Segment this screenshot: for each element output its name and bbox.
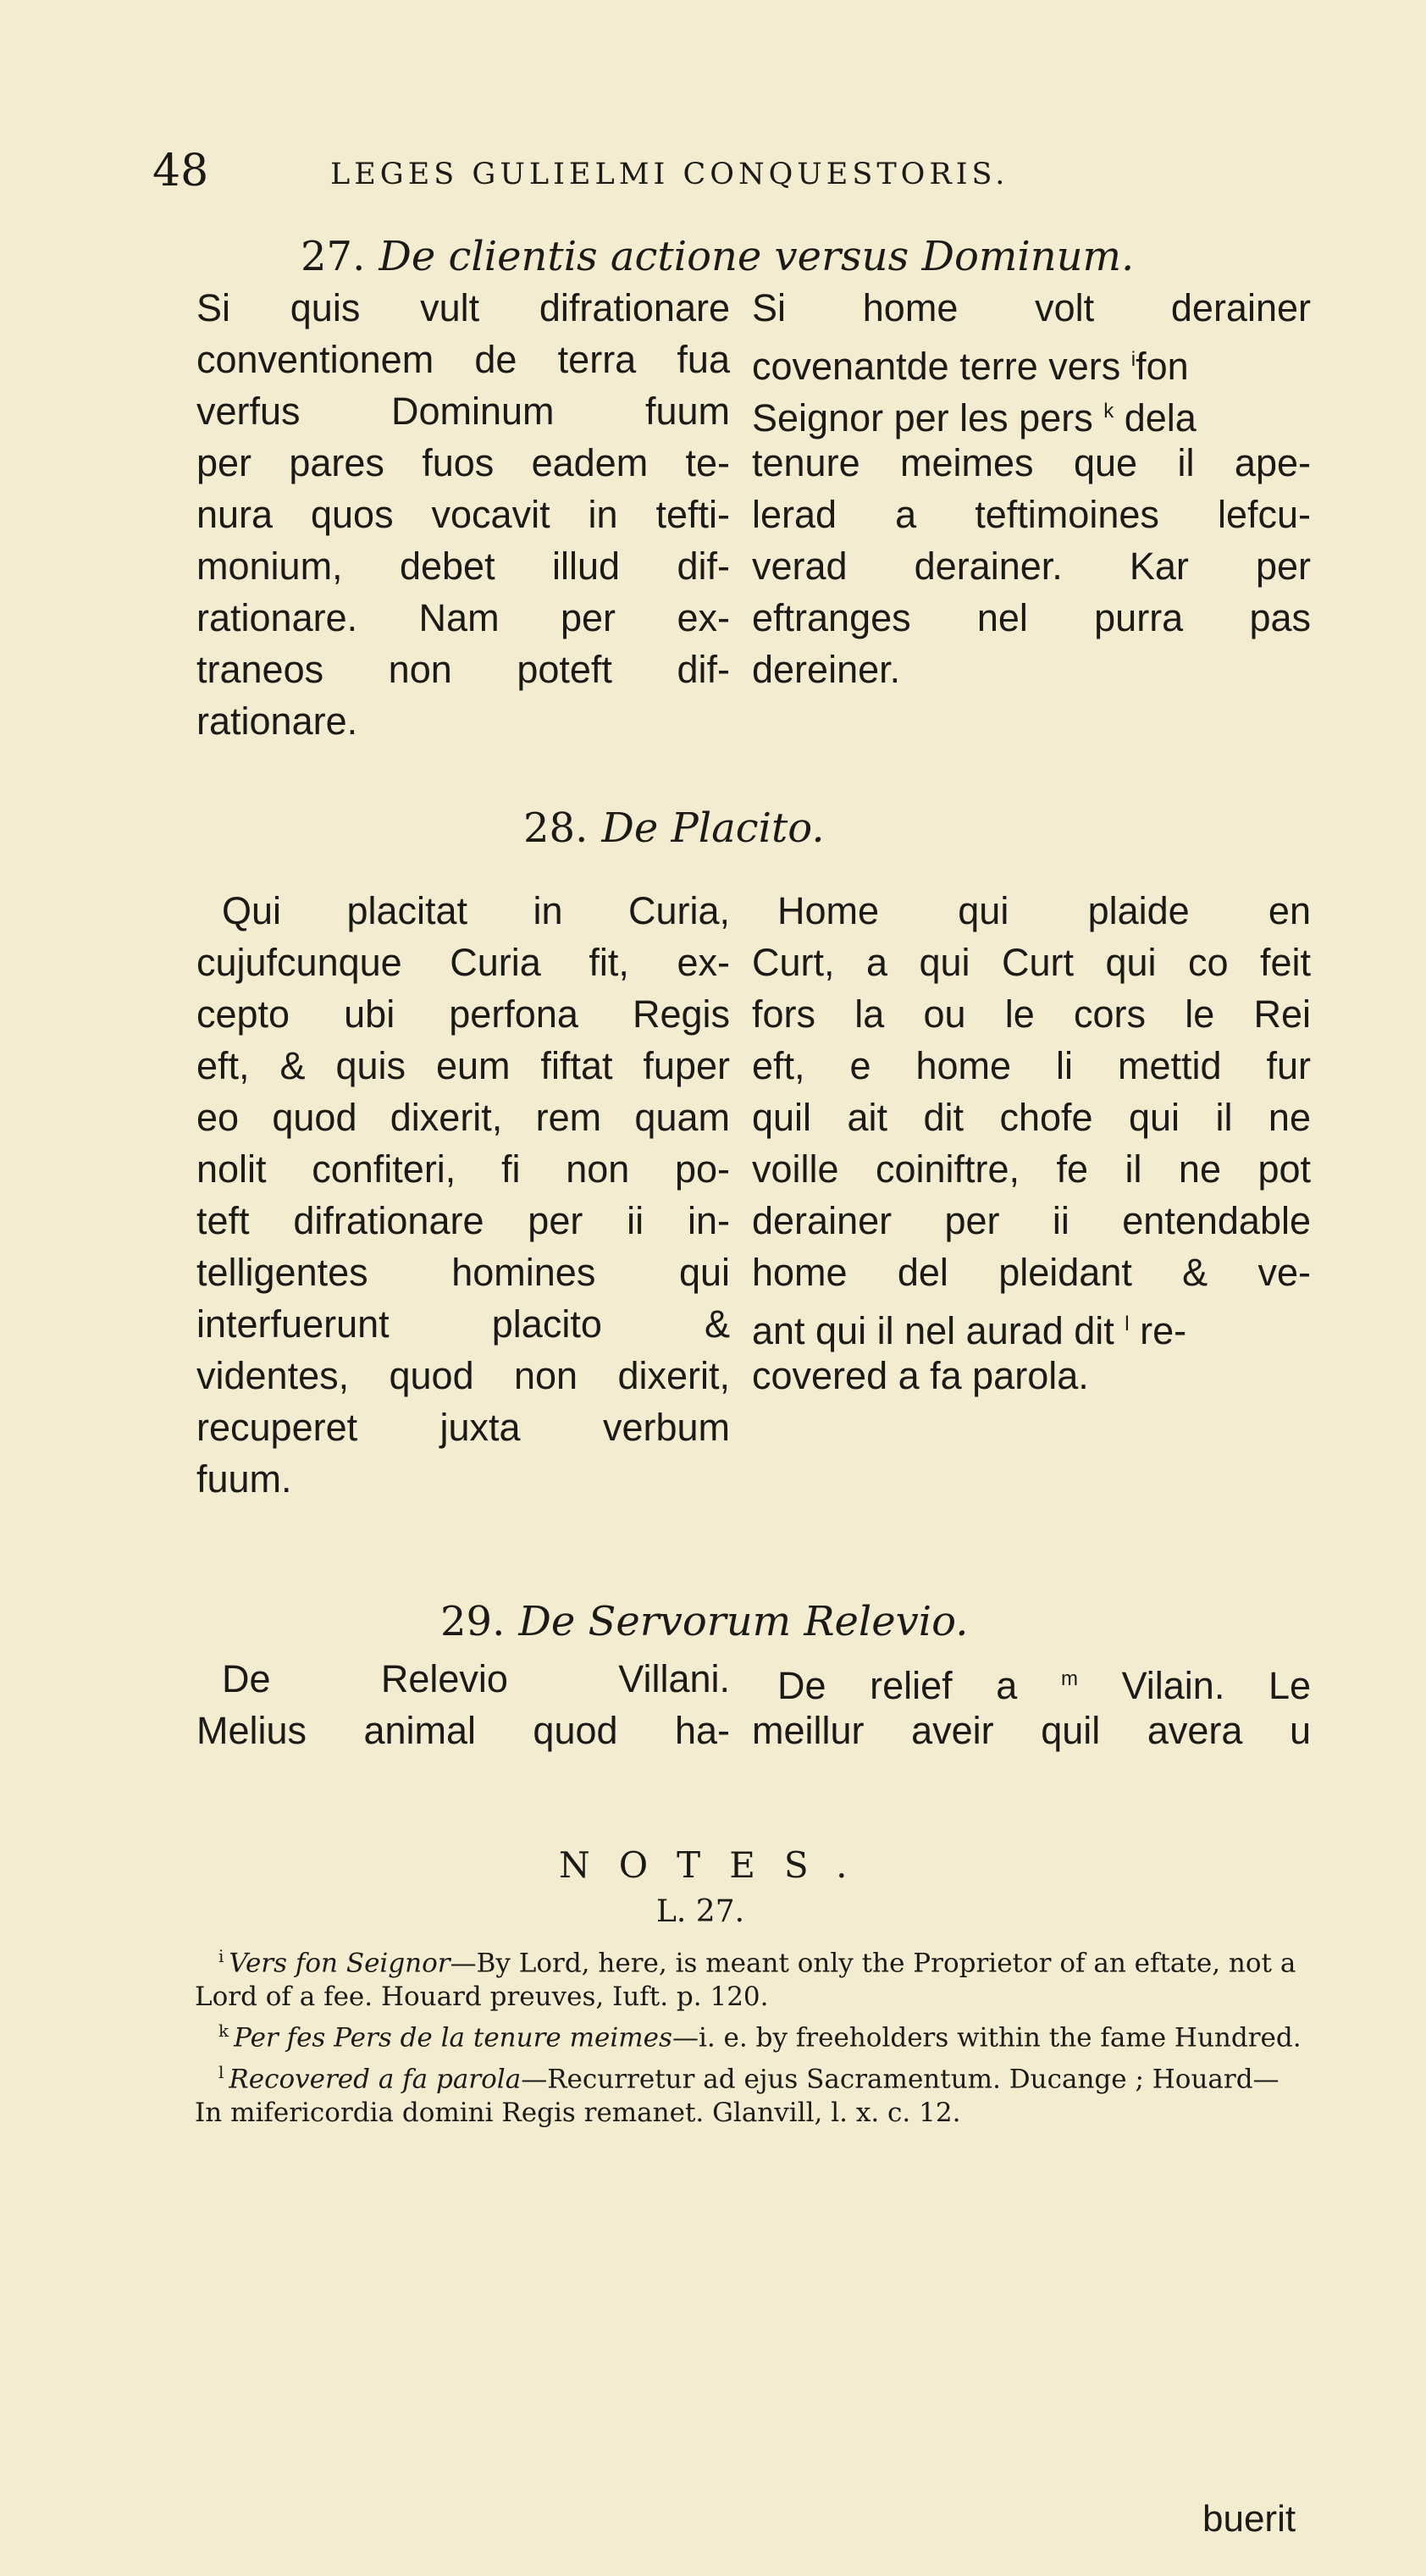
- notes-list: [195, 1939, 1304, 2130]
- latin-line: telligentes homines qui: [196, 1251, 730, 1294]
- latin-line: cujufcunque Curia fit, ex-: [196, 941, 730, 984]
- latin-line: per pares fuos eadem te-: [196, 441, 730, 484]
- note-text: —Recurretur ad ejus Sacramentum. Ducange ; Houard—In mifericordia domini Regis remanet. Glanvill, l. x. c. 12.: [195, 2063, 1280, 2128]
- latin-line: monium, debet illud dif-: [196, 544, 730, 588]
- footnote-mark: l: [1125, 1313, 1130, 1335]
- french-line: ant qui il nel aurad dit $^l$ re-: [752, 1309, 1187, 1352]
- french-line: fors la ou le cors le Rei: [752, 992, 1311, 1036]
- french-line: eft, e home li mettid fur: [752, 1044, 1311, 1087]
- latin-line: recuperet juxta verbum: [196, 1406, 730, 1449]
- french-line: covenantde terre vers $^i$fon: [752, 345, 1189, 388]
- french-line: Curt, a qui Curt qui co feit: [752, 941, 1311, 984]
- note-title: Per fes Pers de la tenure meimes: [234, 2022, 672, 2054]
- notes-heading: NOTES.: [559, 1844, 876, 1886]
- latin-line: Si quis vult difrationare: [196, 286, 730, 329]
- latin-line: Melius animal quod ha-: [196, 1709, 730, 1752]
- latin-line: fuum.: [196, 1457, 292, 1501]
- note-item: [195, 2014, 1304, 2054]
- french-column-27: [752, 282, 1311, 695]
- french-line: meillur aveir quil avera u: [752, 1709, 1311, 1752]
- note-text: —By Lord, here, is meant only the Proprietor of an eftate, not a Lord of a fee. Houard preuves, Iuft. p. 120.: [195, 1948, 1296, 2013]
- section-number: 28.: [523, 804, 589, 852]
- section-title-29: [440, 1598, 968, 1645]
- french-line: tenure meimes que il ape-: [752, 441, 1311, 484]
- running-title: LEGES GULIELMI CONQUESTORIS.: [330, 158, 1009, 191]
- page-header: [152, 146, 1321, 213]
- section-heading: De Servorum Relevio.: [518, 1598, 969, 1645]
- french-line: Home qui plaide en: [777, 889, 1311, 932]
- french-line: lerad a teftimoines lefcu-: [752, 493, 1311, 536]
- french-column-28: [752, 885, 1311, 1401]
- section-number: 27.: [301, 233, 366, 280]
- section-heading: De Placito.: [601, 804, 825, 852]
- footnote-mark: k: [1103, 400, 1114, 423]
- note-mark: i: [218, 1946, 224, 1966]
- note-item: [195, 2055, 1304, 2130]
- latin-column-28: [196, 885, 730, 1505]
- note-title: Recovered a fa parola: [229, 2063, 522, 2094]
- notes-subheading: L. 27.: [656, 1894, 745, 1929]
- catchword: buerit: [1202, 2498, 1296, 2540]
- french-column-29: [752, 1653, 1311, 1756]
- note-mark: l: [218, 2061, 224, 2082]
- french-line: dereiner.: [752, 648, 901, 691]
- french-line: De relief a $^m$ Vilain. Le: [777, 1664, 1311, 1707]
- latin-line: videntes, quod non dixerit,: [196, 1354, 730, 1397]
- latin-line: eo quod dixerit, rem quam: [196, 1096, 730, 1139]
- french-line: covered a fa parola.: [752, 1354, 1089, 1397]
- latin-line: interfuerunt placito &: [196, 1302, 730, 1346]
- french-line: eftranges nel purra pas: [752, 596, 1311, 639]
- french-line: Si home volt derainer: [752, 286, 1311, 329]
- section-heading: De clientis actione versus Dominum.: [379, 233, 1135, 280]
- page-number: 48: [152, 146, 209, 196]
- latin-line: nura quos vocavit in tefti-: [196, 493, 730, 536]
- french-line: home del pleidant & ve-: [752, 1251, 1311, 1294]
- section-title-28: [523, 804, 825, 852]
- french-line: verad derainer. Kar per: [752, 544, 1311, 588]
- latin-line: traneos non poteft dif-: [196, 648, 730, 691]
- latin-line: rationare. Nam per ex-: [196, 596, 730, 639]
- footnote-mark: i: [1130, 348, 1136, 371]
- latin-line: eft, & quis eum fiftat fuper: [196, 1044, 730, 1087]
- latin-line: rationare.: [196, 699, 358, 743]
- latin-column-27: [196, 282, 730, 747]
- note-text: —i. e. by freeholders within the fame Hundred.: [672, 2022, 1302, 2054]
- french-line: voille coiniftre, fe il ne pot: [752, 1147, 1311, 1191]
- footnote-mark: m: [1060, 1667, 1078, 1690]
- latin-line: De Relevio Villani.: [222, 1657, 730, 1700]
- section-title-27: [301, 233, 1134, 280]
- french-line: quil ait dit chofe qui il ne: [752, 1096, 1311, 1139]
- note-title: Vers fon Seignor: [229, 1948, 450, 1979]
- latin-line: cepto ubi perfona Regis: [196, 992, 730, 1036]
- latin-column-29: [196, 1653, 730, 1756]
- note-item: [195, 1939, 1304, 2014]
- french-line: derainer per ii entendable: [752, 1199, 1311, 1242]
- note-mark: k: [218, 2020, 229, 2042]
- latin-line: nolit confiteri, fi non po-: [196, 1147, 730, 1191]
- latin-line: teft difrationare per ii in-: [196, 1199, 730, 1242]
- latin-line: Qui placitat in Curia,: [222, 889, 730, 932]
- french-line: Seignor per les pers $^k$ dela: [752, 396, 1197, 439]
- latin-line: conventionem de terra fua: [196, 338, 730, 381]
- section-number: 29.: [440, 1598, 506, 1645]
- latin-line: verfus Dominum fuum: [196, 390, 730, 433]
